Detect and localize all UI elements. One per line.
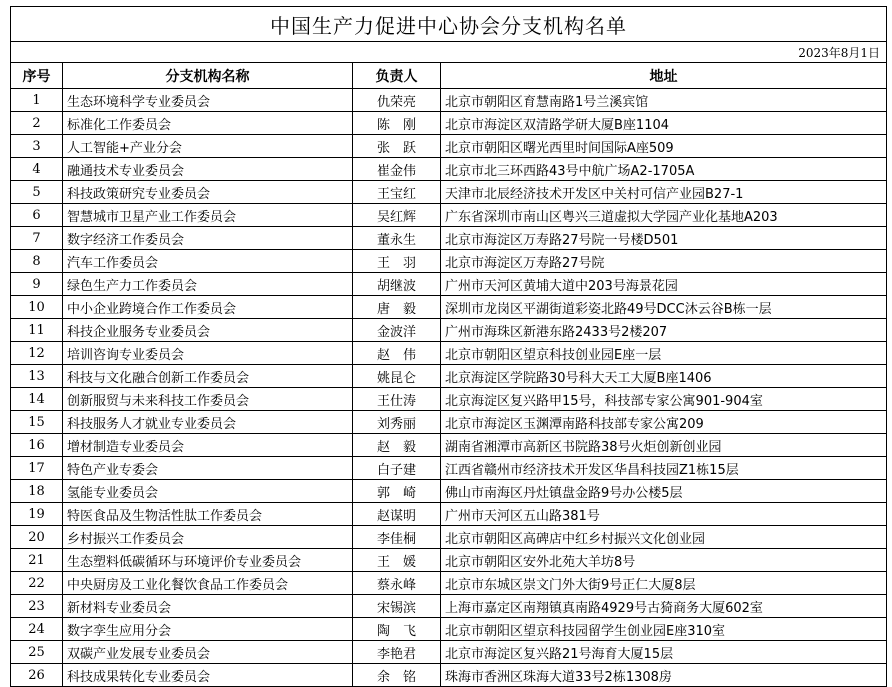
cell-no: 12 <box>11 342 63 365</box>
cell-no: 5 <box>11 181 63 204</box>
cell-branch-name: 智慧城市卫星产业工作委员会 <box>63 204 353 227</box>
cell-leader: 宋锡滨 <box>353 595 441 618</box>
cell-no: 14 <box>11 388 63 411</box>
cell-no: 24 <box>11 618 63 641</box>
table-row <box>11 572 887 595</box>
table-row <box>11 480 887 503</box>
cell-address: 湖南省湘潭市高新区书院路38号火炬创新创业园 <box>441 434 887 457</box>
header-name: 分支机构名称 <box>63 63 353 89</box>
cell-leader: 郭 崎 <box>353 480 441 503</box>
cell-address: 江西省赣州市经济技术开发区华昌科技园Z1栋15层 <box>441 457 887 480</box>
cell-branch-name: 生态塑料低碳循环与环境评价专业委员会 <box>63 549 353 572</box>
cell-no: 23 <box>11 595 63 618</box>
cell-no: 21 <box>11 549 63 572</box>
branch-table <box>10 6 887 687</box>
table-row <box>11 181 887 204</box>
cell-leader: 崔金伟 <box>353 158 441 181</box>
table-row <box>11 204 887 227</box>
cell-address: 上海市嘉定区南翔镇真南路4929号古猗商务大厦602室 <box>441 595 887 618</box>
cell-address: 广州市天河区黄埔大道中203号海景花园 <box>441 273 887 296</box>
cell-address: 天津市北辰经济技术开发区中关村可信产业园B27-1 <box>441 181 887 204</box>
header-no: 序号 <box>11 63 63 89</box>
cell-address: 北京市朝阳区曙光西里时间国际A座509 <box>441 135 887 158</box>
cell-branch-name: 科技政策研究专业委员会 <box>63 181 353 204</box>
cell-no: 6 <box>11 204 63 227</box>
table-row <box>11 273 887 296</box>
cell-branch-name: 增材制造专业委员会 <box>63 434 353 457</box>
cell-branch-name: 标准化工作委员会 <box>63 112 353 135</box>
table-row <box>11 342 887 365</box>
cell-leader: 吴红辉 <box>353 204 441 227</box>
cell-address: 广州市海珠区新港东路2433号2楼207 <box>441 319 887 342</box>
cell-branch-name: 新材料专业委员会 <box>63 595 353 618</box>
cell-no: 2 <box>11 112 63 135</box>
cell-branch-name: 双碳产业发展专业委员会 <box>63 641 353 664</box>
cell-no: 11 <box>11 319 63 342</box>
cell-leader: 赵 毅 <box>353 434 441 457</box>
page-title: 中国生产力促进中心协会分支机构名单 <box>11 7 887 42</box>
table-row <box>11 664 887 687</box>
cell-leader: 白子建 <box>353 457 441 480</box>
cell-address: 北京市海淀区万寿路27号院 <box>441 250 887 273</box>
cell-leader: 王 羽 <box>353 250 441 273</box>
cell-branch-name: 融通技术专业委员会 <box>63 158 353 181</box>
cell-address: 北京市朝阳区望京科技创业园E座一层 <box>441 342 887 365</box>
cell-address: 深圳市龙岗区平湖街道彩姿北路49号DCC沐云谷B栋一层 <box>441 296 887 319</box>
cell-no: 8 <box>11 250 63 273</box>
cell-leader: 仇荣亮 <box>353 89 441 112</box>
table-row <box>11 388 887 411</box>
cell-branch-name: 汽车工作委员会 <box>63 250 353 273</box>
cell-leader: 刘秀丽 <box>353 411 441 434</box>
table-row <box>11 319 887 342</box>
cell-address: 北京市海淀区玉渊潭南路科技部专家公寓209 <box>441 411 887 434</box>
table-row <box>11 89 887 112</box>
table-header-row <box>11 63 887 89</box>
table-row <box>11 641 887 664</box>
cell-leader: 胡继波 <box>353 273 441 296</box>
cell-no: 16 <box>11 434 63 457</box>
cell-leader: 余 铭 <box>353 664 441 687</box>
cell-no: 18 <box>11 480 63 503</box>
list-date: 2023年8月1日 <box>11 42 887 63</box>
header-address: 地址 <box>441 63 887 89</box>
table-row <box>11 112 887 135</box>
cell-leader: 张 跃 <box>353 135 441 158</box>
table-row <box>11 135 887 158</box>
cell-no: 25 <box>11 641 63 664</box>
cell-branch-name: 中小企业跨境合作工作委员会 <box>63 296 353 319</box>
table-row <box>11 526 887 549</box>
table-row <box>11 503 887 526</box>
cell-leader: 陈 刚 <box>353 112 441 135</box>
cell-branch-name: 科技与文化融合创新工作委员会 <box>63 365 353 388</box>
cell-branch-name: 数字孪生应用分会 <box>63 618 353 641</box>
cell-branch-name: 绿色生产力工作委员会 <box>63 273 353 296</box>
cell-branch-name: 科技企业服务专业委员会 <box>63 319 353 342</box>
cell-branch-name: 氢能专业委员会 <box>63 480 353 503</box>
cell-no: 26 <box>11 664 63 687</box>
cell-address: 北京海淀区学院路30号科大天工大厦B座1406 <box>441 365 887 388</box>
cell-branch-name: 科技服务人才就业专业委员会 <box>63 411 353 434</box>
cell-address: 广东省深圳市南山区粤兴三道虚拟大学园产业化基地A203 <box>441 204 887 227</box>
table-row <box>11 227 887 250</box>
table-row <box>11 457 887 480</box>
cell-branch-name: 科技成果转化专业委员会 <box>63 664 353 687</box>
cell-address: 北京市朝阳区高碑店中红乡村振兴文化创业园 <box>441 526 887 549</box>
cell-no: 22 <box>11 572 63 595</box>
table-row <box>11 434 887 457</box>
cell-address: 北京市北三环西路43号中航广场A2-1705A <box>441 158 887 181</box>
table-row <box>11 158 887 181</box>
cell-branch-name: 中央厨房及工业化餐饮食品工作委员会 <box>63 572 353 595</box>
cell-leader: 金波洋 <box>353 319 441 342</box>
cell-branch-name: 培训咨询专业委员会 <box>63 342 353 365</box>
cell-branch-name: 数字经济工作委员会 <box>63 227 353 250</box>
cell-leader: 王 媛 <box>353 549 441 572</box>
table-row <box>11 549 887 572</box>
cell-address: 北京市朝阳区育慧南路1号兰溪宾馆 <box>441 89 887 112</box>
cell-branch-name: 创新服贸与未来科技工作委员会 <box>63 388 353 411</box>
cell-leader: 王宝红 <box>353 181 441 204</box>
cell-no: 13 <box>11 365 63 388</box>
cell-address: 北京市东城区崇文门外大街9号正仁大厦8层 <box>441 572 887 595</box>
cell-address: 珠海市香洲区珠海大道33号2栋1308房 <box>441 664 887 687</box>
cell-address: 佛山市南海区丹灶镇盘金路9号办公楼5层 <box>441 480 887 503</box>
cell-no: 17 <box>11 457 63 480</box>
cell-branch-name: 特色产业专委会 <box>63 457 353 480</box>
cell-no: 1 <box>11 89 63 112</box>
cell-no: 19 <box>11 503 63 526</box>
cell-branch-name: 生态环境科学专业委员会 <box>63 89 353 112</box>
header-leader: 负责人 <box>353 63 441 89</box>
table-row <box>11 250 887 273</box>
cell-leader: 姚昆仑 <box>353 365 441 388</box>
cell-branch-name: 人工智能+产业分会 <box>63 135 353 158</box>
table-row <box>11 296 887 319</box>
cell-address: 北京市海淀区双清路学研大厦B座1104 <box>441 112 887 135</box>
table-row <box>11 595 887 618</box>
cell-leader: 董永生 <box>353 227 441 250</box>
cell-leader: 陶 飞 <box>353 618 441 641</box>
cell-no: 7 <box>11 227 63 250</box>
cell-no: 9 <box>11 273 63 296</box>
cell-branch-name: 乡村振兴工作委员会 <box>63 526 353 549</box>
cell-address: 广州市天河区五山路381号 <box>441 503 887 526</box>
cell-leader: 李艳君 <box>353 641 441 664</box>
cell-no: 4 <box>11 158 63 181</box>
cell-leader: 唐 毅 <box>353 296 441 319</box>
cell-leader: 赵谋明 <box>353 503 441 526</box>
cell-leader: 蔡永峰 <box>353 572 441 595</box>
cell-no: 20 <box>11 526 63 549</box>
cell-branch-name: 特医食品及生物活性肽工作委员会 <box>63 503 353 526</box>
cell-address: 北京市海淀区万寿路27号院一号楼D501 <box>441 227 887 250</box>
branch-list-sheet <box>10 6 886 687</box>
cell-address: 北京市海淀区复兴路21号海育大厦15层 <box>441 641 887 664</box>
cell-no: 3 <box>11 135 63 158</box>
cell-leader: 李佳桐 <box>353 526 441 549</box>
cell-address: 北京海淀区复兴路甲15号，科技部专家公寓901-904室 <box>441 388 887 411</box>
cell-no: 10 <box>11 296 63 319</box>
table-row <box>11 618 887 641</box>
table-row <box>11 365 887 388</box>
cell-address: 北京市朝阳区安外北苑大羊坊8号 <box>441 549 887 572</box>
cell-no: 15 <box>11 411 63 434</box>
cell-address: 北京市朝阳区望京科技园留学生创业园E座310室 <box>441 618 887 641</box>
cell-leader: 王仕涛 <box>353 388 441 411</box>
cell-leader: 赵 伟 <box>353 342 441 365</box>
table-row <box>11 411 887 434</box>
